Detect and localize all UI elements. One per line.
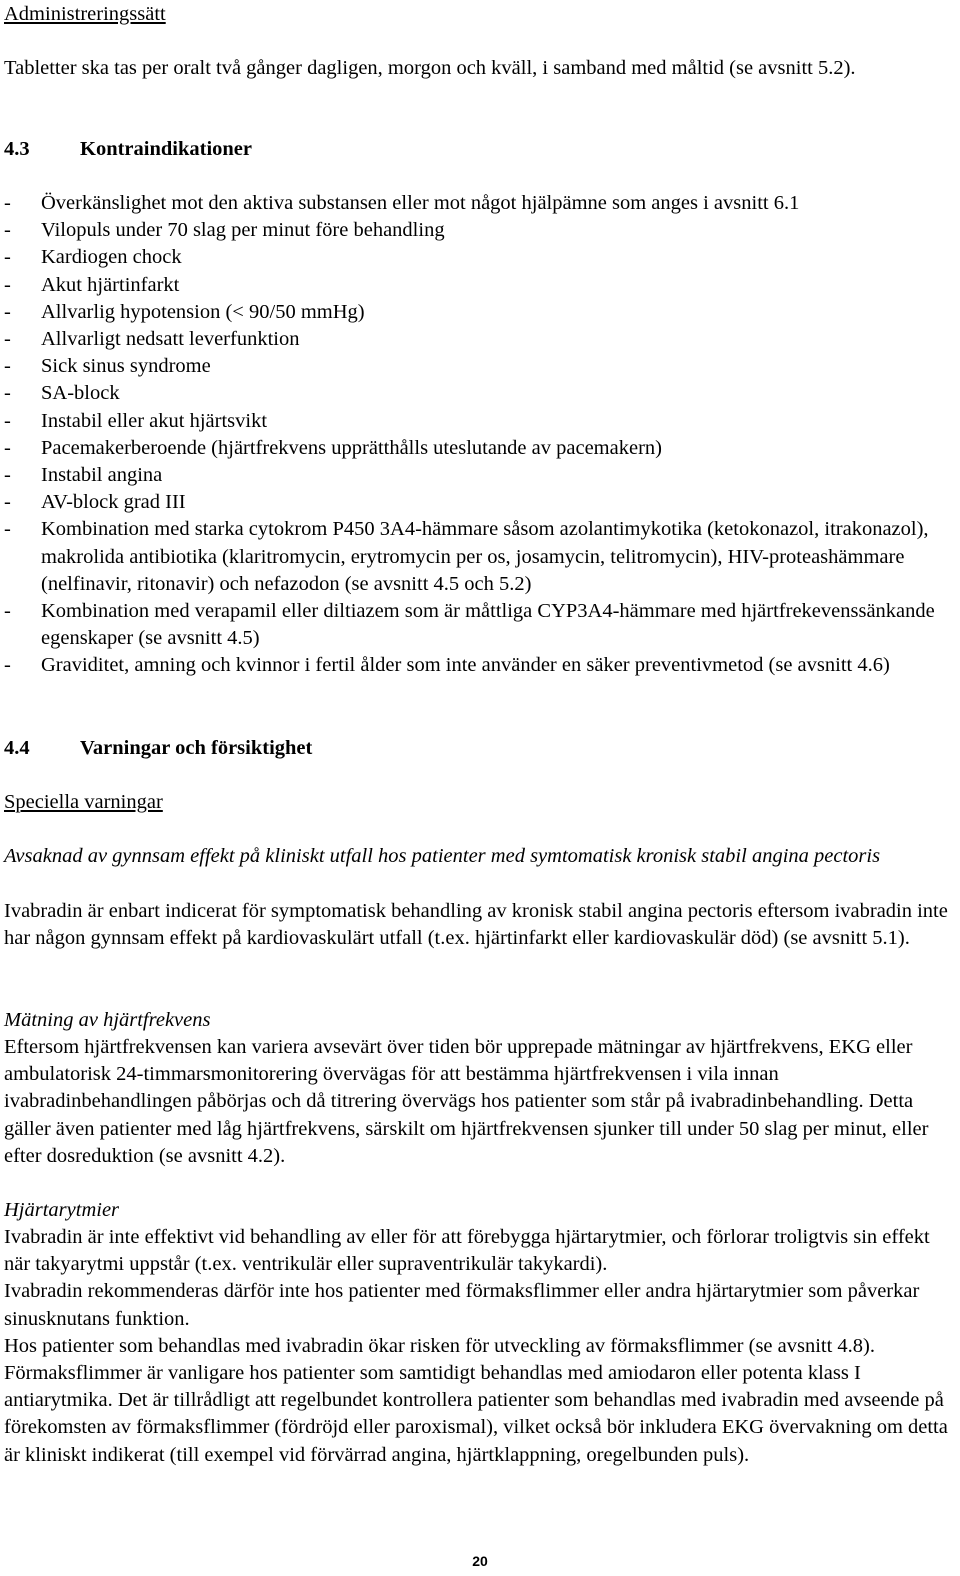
list-item: - Akut hjärtinfarkt	[4, 273, 180, 296]
arrhythmia-paragraph: Ivabradin rekommenderas därför inte hos patienter med förmaksflimmer eller andra hjärtarytmier som påverkar sinusknutans funktion.	[4, 1280, 920, 1330]
subsection-heart-rate-title: Mätning av hjärtfrekvens	[4, 1009, 211, 1031]
list-item: - Vilopuls under 70 slag per minut före behandling	[4, 219, 445, 242]
contraindication-list	[4, 190, 954, 680]
section-4-4-heading	[4, 735, 312, 762]
list-item: - Graviditet, amning och kvinnor i fertil ålder som inte använder en säker preventivmetod (se avsnitt 4.6)	[4, 654, 890, 677]
section-title: Varningar och försiktighet	[80, 737, 313, 759]
section-number: 4.4	[4, 737, 30, 759]
section-4-3-heading	[4, 136, 252, 163]
list-item: - Pacemakerberoende (hjärtfrekvens upprätthålls uteslutande av pacemakern)	[4, 436, 662, 459]
admin-heading: Administreringssätt	[4, 3, 166, 25]
subsection-arrhythmia-text	[4, 1224, 956, 1469]
subsection-efficacy-text: Ivabradin är enbart indicerat för symptomatisk behandling av kronisk stabil angina pectoris eftersom ivabradin inte har någon gynnsam effekt på kardiovaskulärt utfall (t.ex. hjärtinfarkt eller kardiovaskulär död) (se avsnitt 5.1).	[4, 900, 948, 950]
list-item: - Kombination med verapamil eller diltiazem som är måttliga CYP3A4-hämmare med hjärtfrekevenssänkande egenskaper (se avsnitt 4.5)	[4, 600, 935, 650]
list-item: - Instabil angina	[4, 464, 163, 487]
list-item: - Överkänslighet mot den aktiva substansen eller mot något hjälpämne som anges i avsnitt 6.1	[4, 192, 800, 214]
page-number: 20	[472, 1553, 488, 1569]
list-item: - Kombination med starka cytokrom P450 3A4-hämmare såsom azolantimykotika (ketokonazol, itrakonazol), makrolida antibiotika (klaritromycin, erytromycin per os, josamycin, telitromycin), HIV-proteashämmare (nelfinavir, ritonavir) och nefazodon (se avsnitt 4.5 och 5.2)	[4, 518, 929, 595]
list-item: - Allvarligt nedsatt leverfunktion	[4, 328, 300, 351]
list-item: - Sick sinus syndrome	[4, 355, 211, 378]
list-item: - Allvarlig hypotension (< 90/50 mmHg)	[4, 300, 365, 323]
subsection-arrhythmia-title: Hjärtarytmier	[4, 1199, 120, 1221]
special-warnings-heading: Speciella varningar	[4, 791, 163, 813]
section-title: Kontraindikationer	[80, 138, 252, 160]
section-number: 4.3	[4, 138, 30, 160]
subsection-heart-rate-text: Eftersom hjärtfrekvensen kan variera avsevärt över tiden bör upprepade mätningar av hjärtfrekvens, EKG eller ambulatorisk 24-timmarsmonitorering övervägas för att bestämma hjärtfrekvensen i vila innan ivabradinbehandlingen påbörjas och då titrering övervägs hos patienter som står på ivabradinbehandling. Detta gäller även patienter med låg hjärtfrekvens, särskilt om hjärtfrekvensen sjunker till under 50 slag per minut, eller efter dosreduktion (se avsnitt 4.2).	[4, 1036, 929, 1167]
list-item: - Instabil eller akut hjärtsvikt	[4, 409, 268, 432]
admin-text: Tabletter ska tas per oralt två gånger dagligen, morgon och kväll, i samband med måltid (se avsnitt 5.2).	[4, 57, 856, 79]
arrhythmia-paragraph: Ivabradin är inte effektivt vid behandling av eller för att förebygga hjärtarytmier, och förlorar troligtvis sin effekt när takyarytmi uppstår (t.ex. ventrikulär eller supraventrikulär takykardi).	[4, 1226, 930, 1276]
subsection-efficacy-title: Avsaknad av gynnsam effekt på kliniskt utfall hos patienter med symtomatisk kronisk stabil angina pectoris	[4, 845, 881, 867]
list-item: - AV-block grad III	[4, 491, 186, 514]
arrhythmia-paragraph: Hos patienter som behandlas med ivabradin ökar risken för utveckling av förmaksflimmer (se avsnitt 4.8). Förmaksflimmer är vanligare hos patienter som samtidigt behandlas med amiodaron eller potenta klass I antiarytmika. Det är tillrådligt att regelbundet kontrollera patienter som behandlas med ivabradin med avseende på förekomsten av förmaksflimmer (fördröjd eller paroxismal), vilket också bör inkludera EKG övervakning om detta är kliniskt indikerat (till exempel vid förvärrad angina, hjärtklappning, oregelbunden puls).	[4, 1334, 948, 1466]
list-item: - SA-block	[4, 382, 120, 405]
list-item: - Kardiogen chock	[4, 246, 182, 269]
